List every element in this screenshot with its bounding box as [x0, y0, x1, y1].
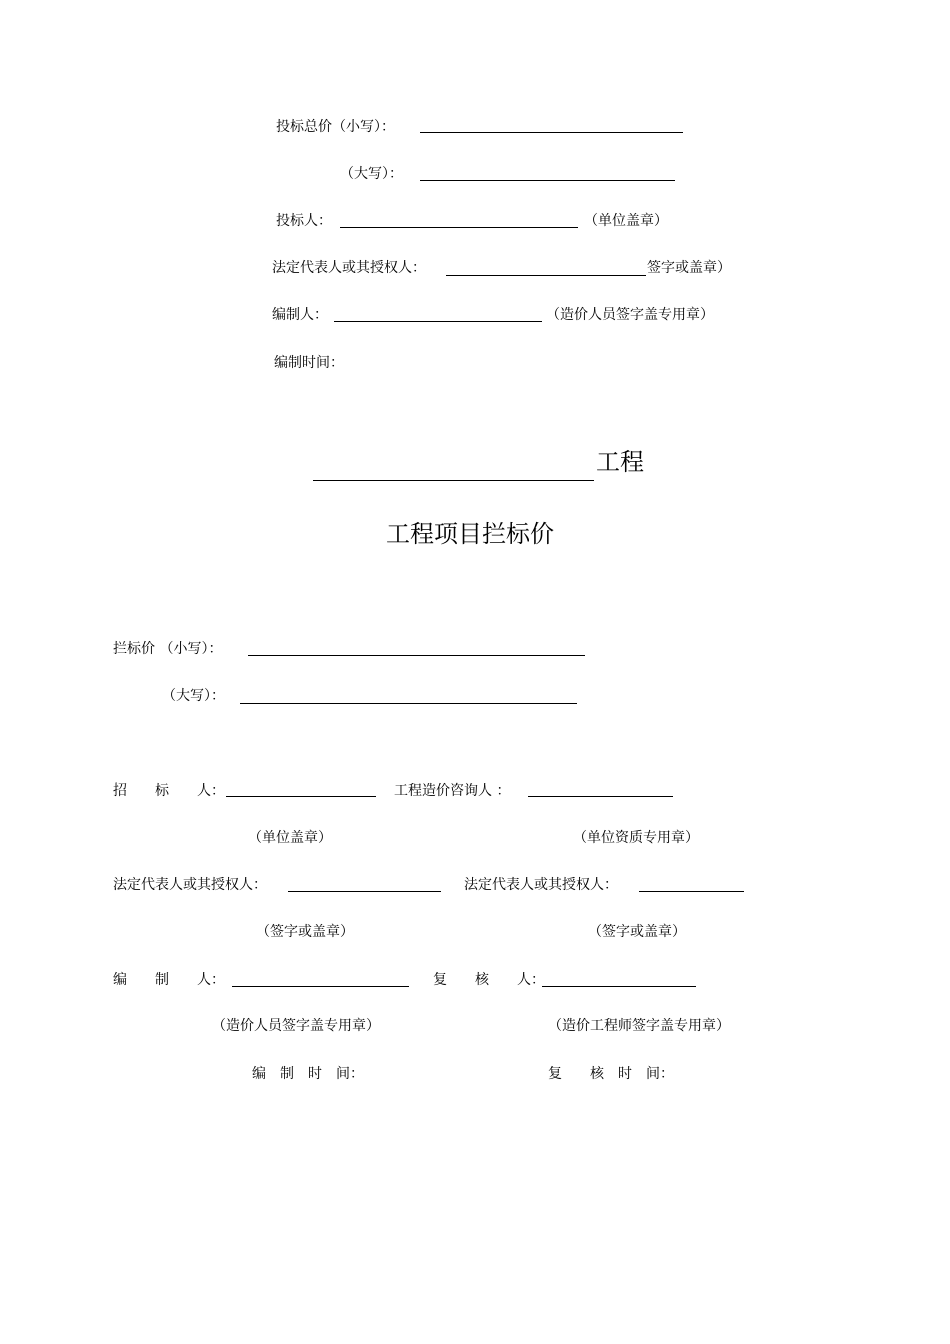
consultant-label: 工程造价咨询人 ： [394, 783, 511, 799]
sign-note-right: （签字或盖章） [588, 924, 686, 940]
control-price-lower-label: 拦标价 （小写）： [113, 641, 223, 657]
tenderer-label: 招 标 人： [113, 783, 225, 799]
total-price-lower-field[interactable] [420, 132, 683, 133]
legal-rep-field[interactable] [446, 275, 646, 276]
control-price-upper-label: （大写）： [162, 688, 225, 704]
consultant-seal-note: （单位资质专用章） [573, 830, 699, 846]
compiler-field[interactable] [334, 321, 542, 322]
compiler-seal-note: （造价人员签字盖专用章） [546, 307, 714, 323]
legal-rep-label: 法定代表人或其授权人： [272, 260, 426, 276]
bidder-label: 投标人： [276, 213, 332, 229]
project-suffix: 工程 [596, 448, 644, 476]
sign-note-left: （签字或盖章） [256, 924, 354, 940]
compiler-label: 编制人： [272, 307, 328, 323]
reviewer-field[interactable] [542, 986, 696, 987]
control-price-upper-field[interactable] [240, 703, 577, 704]
legal-rep-sign-note: 签字或盖章） [647, 260, 731, 276]
page-title: 工程项目拦标价 [386, 520, 554, 548]
legal-rep-right-label: 法定代表人或其授权人： [464, 877, 618, 893]
control-compiler-label: 编 制 人： [113, 972, 225, 988]
review-time-label: 复 核 时 间： [548, 1066, 674, 1082]
total-price-upper-label: （大写）： [340, 166, 403, 182]
reviewer-seal-note: （造价工程师签字盖专用章） [548, 1018, 730, 1034]
reviewer-label: 复 核 人： [433, 972, 545, 988]
total-price-upper-field[interactable] [420, 180, 675, 181]
control-compiler-field[interactable] [232, 986, 409, 987]
control-price-lower-field[interactable] [248, 655, 585, 656]
legal-rep-right-field[interactable] [639, 891, 744, 892]
control-compile-time-label: 编 制 时 间： [252, 1066, 364, 1082]
compiler-seal-note-2: （造价人员签字盖专用章） [212, 1018, 380, 1034]
project-name-field[interactable] [313, 480, 594, 481]
consultant-field[interactable] [528, 796, 673, 797]
tenderer-field[interactable] [226, 796, 376, 797]
tenderer-seal-note: （单位盖章） [248, 830, 332, 846]
compile-time-label: 编制时间： [274, 355, 344, 371]
total-price-lower-label: 投标总价（小写）： [276, 119, 395, 135]
legal-rep-left-field[interactable] [288, 891, 441, 892]
bidder-seal-note: （单位盖章） [584, 213, 668, 229]
legal-rep-left-label: 法定代表人或其授权人： [113, 877, 267, 893]
bidder-field[interactable] [340, 227, 578, 228]
